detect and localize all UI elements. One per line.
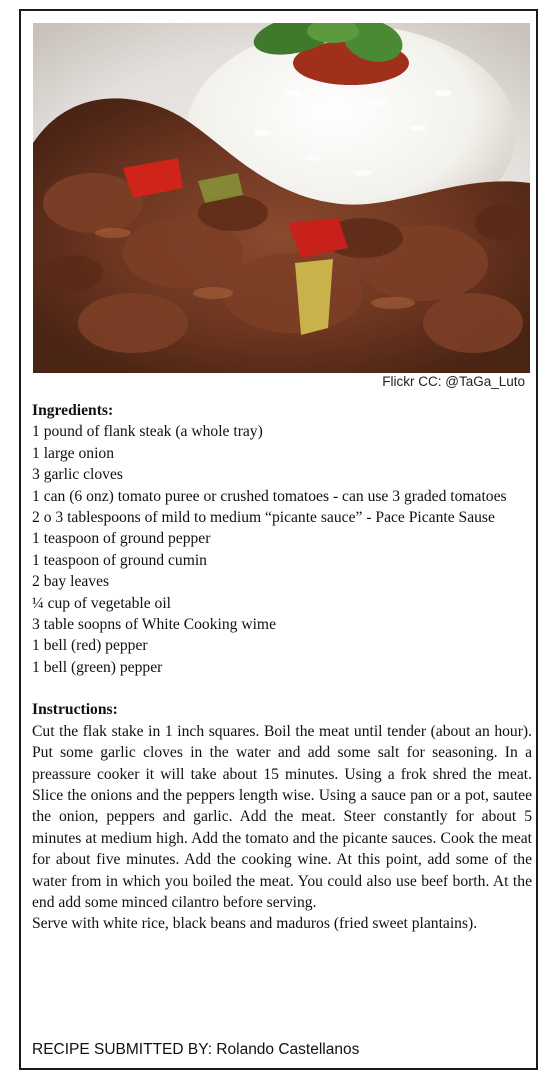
ingredient-item: 1 teaspoon of ground cumin bbox=[32, 551, 207, 569]
recipe-submitted-by: RECIPE SUBMITTED BY: Rolando Castellanos bbox=[32, 1041, 360, 1058]
ingredient-item: 1 large onion bbox=[32, 444, 114, 462]
ingredient-item: 1 bell (red) pepper bbox=[32, 637, 148, 655]
food-photo-illustration bbox=[33, 23, 530, 373]
ingredients-heading: Ingredients: bbox=[32, 402, 114, 419]
photo-credit: Flickr CC: @TaGa_Luto bbox=[382, 374, 525, 389]
food-photo bbox=[33, 23, 530, 373]
ingredient-item: 1 pound of flank steak (a whole tray) bbox=[32, 423, 263, 441]
ingredient-item: 2 o 3 tablespoons of mild to medium “picante sauce” - Pace Picante Sause bbox=[32, 509, 495, 527]
ingredient-item: 3 table soopns of White Cooking wime bbox=[32, 616, 276, 634]
ingredient-item: 1 can (6 onz) tomato puree or crushed tomatoes - can use 3 graded tomatoes bbox=[32, 487, 507, 505]
ingredient-item: 1 bell (green) pepper bbox=[32, 658, 163, 676]
ingredient-item: 2 bay leaves bbox=[32, 573, 110, 591]
serving-suggestion: Serve with white rice, black beans and maduros (fried sweet plantains). bbox=[32, 915, 478, 933]
ingredient-item: 1 teaspoon of ground pepper bbox=[32, 530, 211, 548]
recipe-card bbox=[19, 9, 538, 1070]
recipe-body bbox=[32, 400, 532, 935]
instructions-section bbox=[32, 699, 532, 934]
ingredients-list bbox=[32, 421, 532, 678]
ingredient-item: 3 garlic cloves bbox=[32, 466, 123, 484]
ingredient-item: ¼ cup of vegetable oil bbox=[32, 594, 171, 612]
instructions-paragraph: Cut the flak stake in 1 inch squares. Boil the meat until tender (about an hour). Put some garlic cloves in the water and add some salt for seasoning. In a preassure cooker it will take about 15 minutes. Using a frok shred the meat. Slice the onions and the peppers length wise. Using a sauce pan or a pot, sautee the onion, peppers and garlic. Add the meat. Steer constantly for about 5 minutes at medium high. Add the tomato and the picante sauces. Cook the meat for about five minutes. Add the cooking wine. At this point, add some of the water from in which you boiled the meat. You could also use beef borth. At the end add some minced cilantro before serving. bbox=[32, 722, 532, 911]
instructions-heading: Instructions: bbox=[32, 701, 118, 719]
